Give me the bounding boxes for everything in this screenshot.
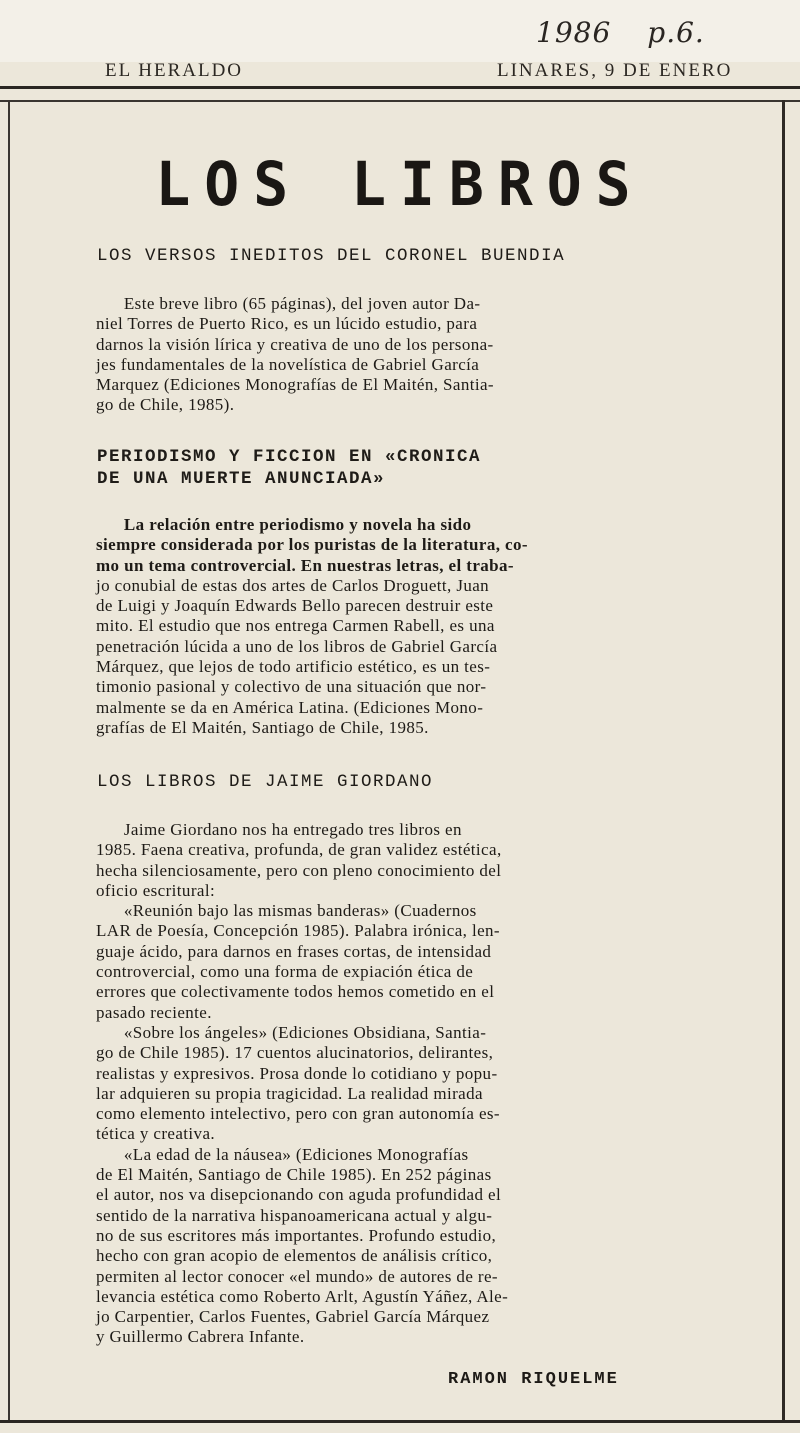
body-line: siempre considerada por los puristas de la literatura, co- <box>96 535 528 555</box>
body-line: guaje ácido, para darnos en frases cortas, de intensidad <box>96 941 492 961</box>
body-line: controvercial, como una forma de expiación ética de <box>96 962 474 982</box>
section-heading-line: LOS LIBROS DE JAIME GIORDANO <box>97 772 434 792</box>
dateline: LINARES, 9 DE ENERO <box>497 60 733 81</box>
section-heading-line: LOS VERSOS INEDITOS DEL CORONEL BUENDIA <box>97 246 566 266</box>
article-byline: RAMON RIQUELME <box>448 1370 619 1389</box>
body-line: Márquez, que lejos de todo artificio estético, es un tes- <box>96 657 491 677</box>
annotation-year: 1986 <box>536 16 612 49</box>
body-line: «Reunión bajo las mismas banderas» (Cuadernos <box>96 901 477 921</box>
frame-bottom-rule <box>0 1420 800 1423</box>
body-line: Jaime Giordano nos ha entregado tres libros en <box>96 820 462 839</box>
frame-top-rule <box>0 100 800 102</box>
body-line: «La edad de la náusea» (Ediciones Monografías <box>96 1144 469 1164</box>
article-title: LOS LIBROS <box>155 148 645 220</box>
body-line: de Luigi y Joaquín Edwards Bello parecen destruir este <box>96 596 494 616</box>
body-line: timonio pasional y colectivo de una situación que nor- <box>96 677 487 697</box>
section-heading <box>97 245 565 267</box>
body-line: go de Chile 1985). 17 cuentos alucinatorios, delirantes, <box>96 1043 494 1063</box>
section-body <box>96 294 712 416</box>
section-heading-line: PERIODISMO Y FICCION EN «CRONICA <box>97 447 482 467</box>
body-line: darnos la visión lírica y creativa de uno de los persona- <box>96 334 494 354</box>
body-line: «Sobre los ángeles» (Ediciones Obsidiana, Santia- <box>96 1022 487 1042</box>
body-line: 1985. Faena creativa, profunda, de gran validez estética, <box>96 840 502 860</box>
body-line: lar adquieren su propia tragicidad. La realidad mirada <box>96 1083 483 1103</box>
annotation-page: p.6. <box>647 16 705 49</box>
top-rule <box>0 86 800 89</box>
body-line: Marquez (Ediciones Monografías de El Maitén, Santia- <box>96 375 494 395</box>
body-line: LAR de Poesía, Concepción 1985). Palabra irónica, len- <box>96 921 500 941</box>
body-line: oficio escritural: <box>96 880 216 900</box>
body-line: el autor, nos va disepcionando con aguda profundidad el <box>96 1185 502 1205</box>
body-line: Este breve libro (65 páginas), del joven autor Da- <box>96 294 481 313</box>
frame-right-rule <box>782 100 785 1420</box>
section-heading <box>97 771 433 793</box>
body-line: y Guillermo Cabrera Infante. <box>96 1327 305 1347</box>
body-line: hecha silenciosamente, pero con pleno conocimiento del <box>96 860 502 880</box>
body-line: tética y creativa. <box>96 1124 216 1144</box>
body-line: sentido de la narrativa hispanoamericana actual y algu- <box>96 1205 493 1225</box>
body-line: errores que colectivamente todos hemos cometido en el <box>96 982 495 1002</box>
section-body <box>96 515 712 738</box>
newspaper-name: EL HERALDO <box>105 60 244 81</box>
body-line: pasado reciente. <box>96 1002 212 1022</box>
body-line: niel Torres de Puerto Rico, es un lúcido estudio, para <box>96 314 478 334</box>
section-heading <box>97 446 481 490</box>
body-line: levancia estética como Roberto Arlt, Agustín Yáñez, Ale- <box>96 1286 509 1306</box>
body-line: jo Carpentier, Carlos Fuentes, Gabriel García Márquez <box>96 1307 490 1327</box>
handwritten-annotation <box>536 16 741 49</box>
body-line: go de Chile, 1985). <box>96 395 235 415</box>
body-line: permiten al lector conocer «el mundo» de autores de re- <box>96 1266 498 1286</box>
body-line: La relación entre periodismo y novela ha sido <box>96 515 472 534</box>
body-line: jes fundamentales de la novelística de Gabriel García <box>96 354 480 374</box>
body-line: hecho con gran acopio de elementos de análisis crítico, <box>96 1246 493 1266</box>
body-line: realistas y expresivos. Prosa donde lo cotidiano y popu- <box>96 1063 498 1083</box>
section-heading-line: DE UNA MUERTE ANUNCIADA» <box>97 469 386 489</box>
body-line: mo un tema controvercial. En nuestras letras, el traba- <box>96 555 514 575</box>
frame-left-rule <box>8 100 10 1420</box>
body-line: jo conubial de estas dos artes de Carlos Droguett, Juan <box>96 575 490 595</box>
section-body <box>96 820 712 1348</box>
body-line: como elemento intelectivo, pero con gran autonomía es- <box>96 1104 500 1124</box>
body-line: de El Maitén, Santiago de Chile 1985). En 252 páginas <box>96 1165 492 1185</box>
body-line: no de sus escritores más importantes. Profundo estudio, <box>96 1225 497 1245</box>
body-line: mito. El estudio que nos entrega Carmen Rabell, es una <box>96 616 495 636</box>
body-line: malmente se da en América Latina. (Ediciones Mono- <box>96 697 484 717</box>
body-line: penetración lúcida a uno de los libros de Gabriel García <box>96 636 498 656</box>
body-line: grafías de El Maitén, Santiago de Chile, 1985. <box>96 717 429 737</box>
